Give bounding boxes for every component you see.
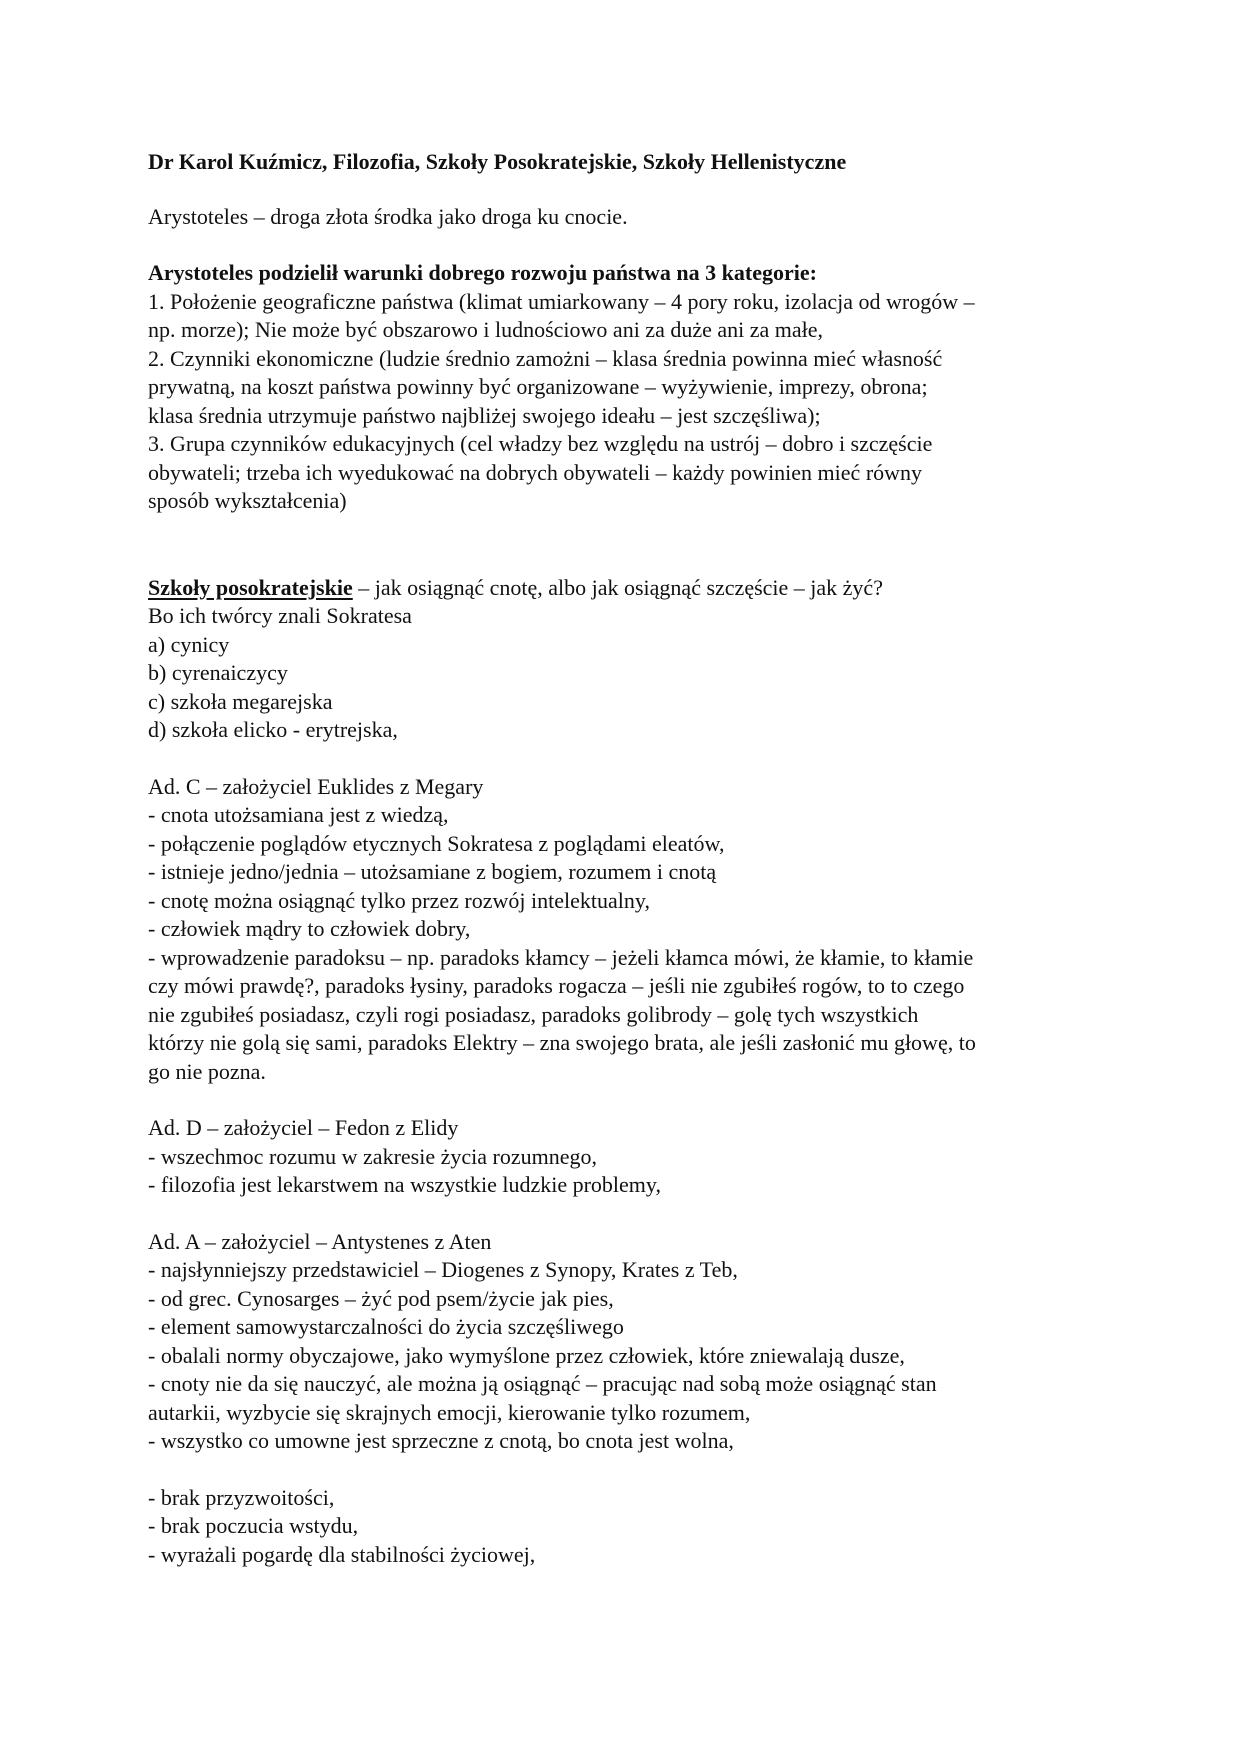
schools-list-item: b) cyrenaiczycy xyxy=(148,660,288,685)
aristotle-line: 3. Grupa czynników edukacyjnych (cel władzy bez względu na ustrój – dobro i szczęście xyxy=(148,431,933,456)
document-title: Dr Karol Kuźmicz, Filozofia, Szkoły Posokratejskie, Szkoły Hellenistyczne xyxy=(148,149,847,174)
schools-heading-rest: – jak osiągnąć cnotę, albo jak osiągnąć szczęście – jak żyć? xyxy=(352,574,883,600)
ad-a-line: - obalali normy obyczajowe, jako wymyślone przez człowiek, które zniewalają dusze, xyxy=(148,1342,905,1368)
ad-a-more-line: - wyrażali pogardę dla stabilności życiowej, xyxy=(148,1541,536,1567)
ad-a-line: - najsłynniejszy przedstawiciel – Diogenes z Synopy, Krates z Teb, xyxy=(148,1257,738,1282)
ad-c-line: którzy nie golą się sami, paradoks Elektry – zna swojego brata, ale jeśli zasłonić mu głowę, to xyxy=(148,1030,976,1055)
schools-list-item: a) cynicy xyxy=(148,631,230,657)
aristotle-heading: Arystoteles podzielił warunki dobrego rozwoju państwa na 3 kategorie: xyxy=(148,260,817,285)
intro-paragraph: Arystoteles – droga złota środka jako droga ku cnocie. xyxy=(148,203,628,229)
ad-a-line: - wszystko co umowne jest sprzeczne z cnotą, bo cnota jest wolna, xyxy=(148,1428,734,1453)
aristotle-line: sposób wykształcenia) xyxy=(148,488,347,513)
ad-c-line: czy mówi prawdę?, paradoks łysiny, paradoks rogacza – jeśli nie zgubiłeś rogów, to to czego xyxy=(148,973,965,998)
aristotle-line: 1. Położenie geograficzne państwa (klimat umiarkowany – 4 pory roku, izolacja od wrogów – xyxy=(148,288,975,314)
ad-c-line: - istnieje jedno/jednia – utożsamiane z bogiem, rozumem i cnotą xyxy=(148,859,717,884)
document-body xyxy=(148,148,1093,1569)
aristotle-line: klasa średnia utrzymuje państwo najbliżej swojego ideału – jest szczęśliwa); xyxy=(148,402,821,428)
ad-d-line: - filozofia jest lekarstwem na wszystkie ludzkie problemy, xyxy=(148,1172,661,1197)
ad-a-more-line: - brak poczucia wstydu, xyxy=(148,1513,359,1538)
ad-a-line: autarkii, wyzbycie się skrajnych emocji, kierowanie tylko rozumem, xyxy=(148,1399,751,1425)
schools-heading: Szkoły posokratejskie xyxy=(148,574,353,600)
ad-c-line: - wprowadzenie paradoksu – np. paradoks kłamcy – jeżeli kłamca mówi, że kłamie, to kłamie xyxy=(148,944,974,970)
ad-a-heading: Ad. A – założyciel – Antystenes z Aten xyxy=(148,1228,492,1254)
ad-a-line: - cnoty nie da się nauczyć, ale można ją osiągnąć – pracując nad sobą może osiągnąć stan xyxy=(148,1371,937,1396)
ad-c-line: - cnota utożsamiana jest z wiedzą, xyxy=(148,802,449,827)
ad-c-heading: Ad. C – założyciel Euklides z Megary xyxy=(148,773,484,799)
aristotle-line: obywateli; trzeba ich wyedukować na dobrych obywateli – każdy powinien mieć równy xyxy=(148,459,923,485)
ad-a-line: - od grec. Cynosarges – żyć pod psem/życie jak pies, xyxy=(148,1285,614,1311)
aristotle-line: 2. Czynniki ekonomiczne (ludzie średnio zamożni – klasa średnia powinna mieć własność xyxy=(148,345,943,371)
ad-c-line: - cnotę można osiągnąć tylko przez rozwój intelektualny, xyxy=(148,887,650,913)
ad-a-more-line: - brak przyzwoitości, xyxy=(148,1484,335,1510)
ad-d-line: - wszechmoc rozumu w zakresie życia rozumnego, xyxy=(148,1143,597,1169)
schools-line: Bo ich twórcy znali Sokratesa xyxy=(148,603,412,628)
schools-heading-line xyxy=(148,574,1093,603)
schools-list-item: d) szkoła elicko - erytrejska, xyxy=(148,717,398,742)
ad-d-heading: Ad. D – założyciel – Fedon z Elidy xyxy=(148,1115,459,1140)
ad-c-line: go nie pozna. xyxy=(148,1058,266,1084)
ad-a-line: - element samowystarczalności do życia szczęśliwego xyxy=(148,1314,624,1339)
aristotle-line: np. morze); Nie może być obszarowo i ludnościowo ani za duże ani za małe, xyxy=(148,317,824,342)
ad-c-line: - połączenie poglądów etycznych Sokratesa z poglądami eleatów, xyxy=(148,830,725,856)
ad-c-line: - człowiek mądry to człowiek dobry, xyxy=(148,916,471,941)
ad-c-line: nie zgubiłeś posiadasz, czyli rogi posiadasz, paradoks golibrody – golę tych wszystkich xyxy=(148,1001,919,1027)
schools-list-item: c) szkoła megarejska xyxy=(148,688,333,714)
aristotle-line: prywatną, na koszt państwa powinny być organizowane – wyżywienie, imprezy, obrona; xyxy=(148,374,928,399)
